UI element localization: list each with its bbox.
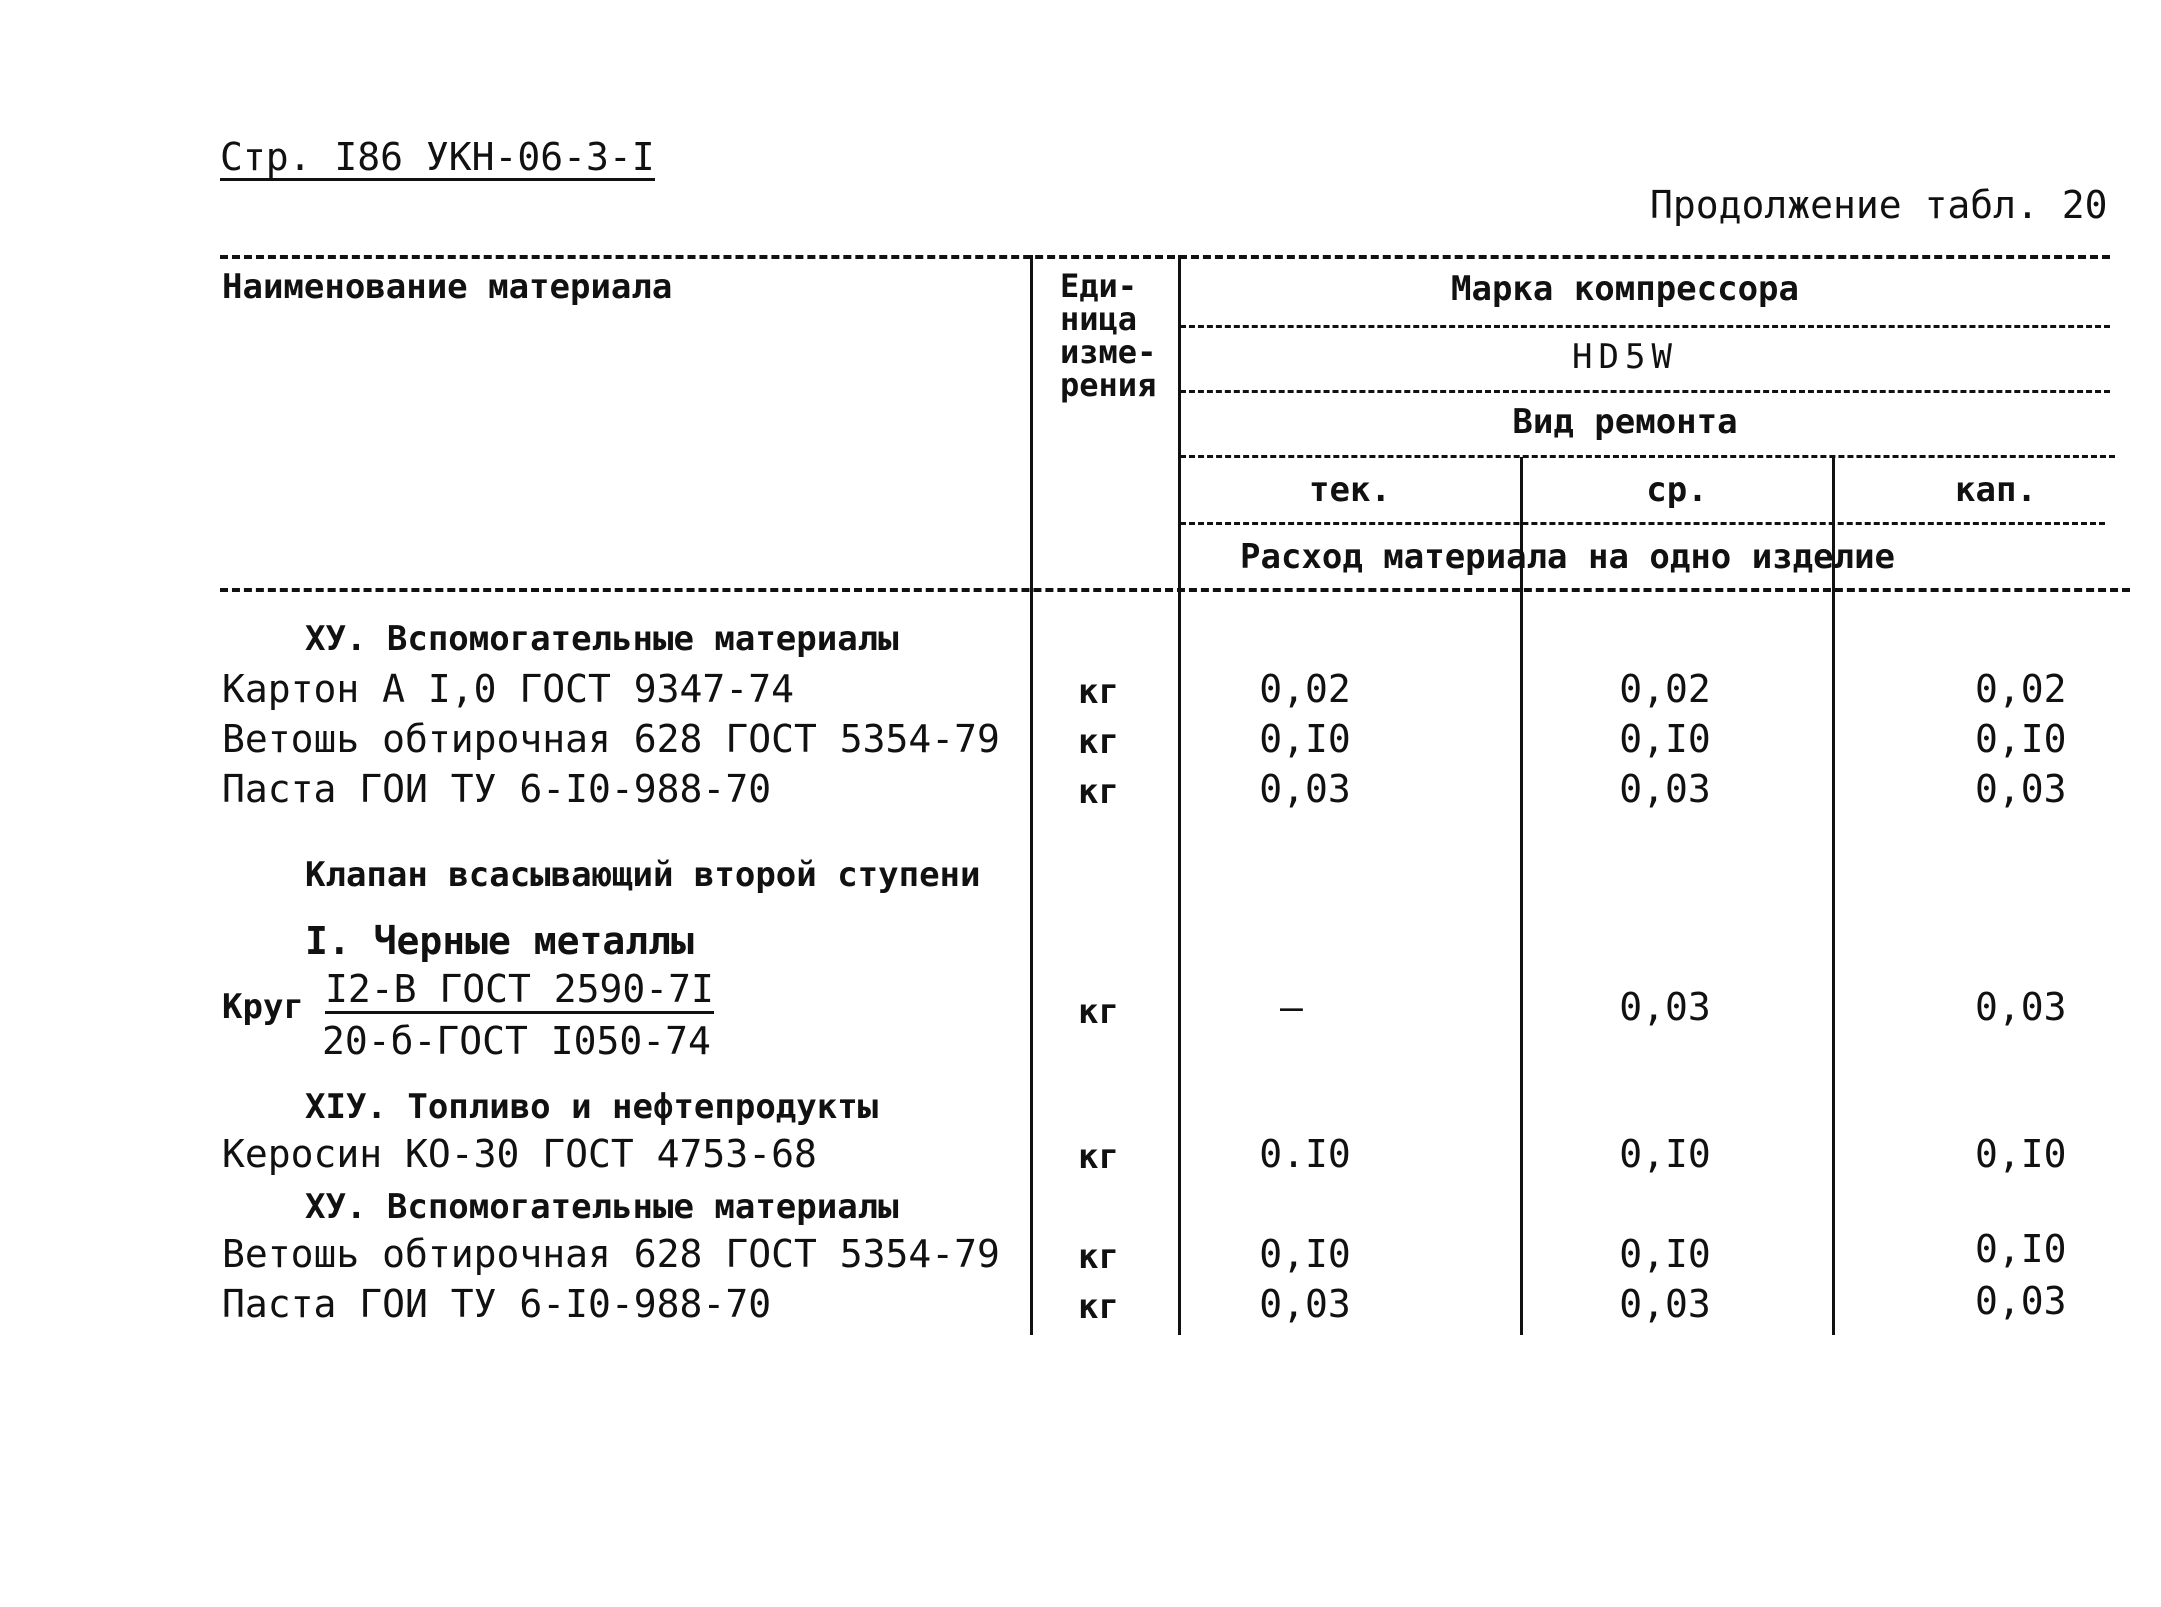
row-5-sr: 0,03 (1619, 1282, 1711, 1326)
rule-under-repair (1180, 455, 2115, 458)
kerosene-sr: 0,I0 (1619, 1132, 1711, 1176)
row-5-kap: 0,03 (1975, 1279, 2067, 1323)
row-5-name: Паста ГОИ ТУ 6-I0-988-70 (222, 1282, 772, 1326)
row-1-tek: 0,02 (1259, 667, 1351, 711)
krug-prefix: Круг (222, 987, 304, 1027)
row-5-tek: 0,03 (1259, 1282, 1351, 1326)
header-repair-kap: кап. (1955, 470, 2037, 510)
header-model: HD5W (1572, 337, 1678, 377)
rule-under-model (1180, 390, 2110, 393)
row-1-sr: 0,02 (1619, 667, 1711, 711)
row-1-unit: кг (1078, 672, 1119, 712)
row-4-name: Ветошь обтирочная 628 ГОСТ 5354-79 (222, 1232, 1000, 1276)
kerosene-name: Керосин КО-30 ГОСТ 4753-68 (222, 1132, 817, 1176)
col-divider-tek-sr (1520, 457, 1523, 1335)
row-3-name: Паста ГОИ ТУ 6-I0-988-70 (222, 767, 772, 811)
header-bottom-rule (220, 588, 2130, 592)
row-4-tek: 0,I0 (1259, 1232, 1351, 1276)
krug-kap: 0,03 (1975, 985, 2067, 1029)
row-2-name: Ветошь обтирочная 628 ГОСТ 5354-79 (222, 717, 1000, 761)
header-consumption: Расход материала на одно изделие (1240, 537, 1896, 577)
page-header: Стр. I86 УКН-06-3-I (220, 135, 655, 179)
table-top-rule (220, 255, 2110, 259)
krug-sr: 0,03 (1619, 985, 1711, 1029)
section-xv-title-1: ХУ. Вспомогательные материалы (305, 619, 899, 659)
row-4-sr: 0,I0 (1619, 1232, 1711, 1276)
krug-unit: кг (1078, 992, 1119, 1032)
row-2-tek: 0,I0 (1259, 717, 1351, 761)
header-material-name: Наименование материала (222, 267, 673, 307)
row-1-kap: 0,02 (1975, 667, 2067, 711)
header-compressor-brand: Марка компрессора (1451, 269, 1799, 309)
continuation-label: Продолжение табл. 20 (1650, 183, 2108, 227)
row-5-unit: кг (1078, 1287, 1119, 1327)
row-4-unit: кг (1078, 1237, 1119, 1277)
section-xv-title-2: ХУ. Вспомогательные материалы (305, 1187, 899, 1227)
kerosene-kap: 0,I0 (1975, 1132, 2067, 1176)
col-divider-name-unit (1030, 255, 1033, 1335)
krug-numerator: I2-В ГОСТ 2590-7I (325, 970, 714, 1014)
row-1-name: Картон А I,0 ГОСТ 9347-74 (222, 667, 794, 711)
section-i-title: I. Черные металлы (305, 919, 694, 963)
rule-under-brand (1180, 325, 2110, 328)
row-4-kap: 0,I0 (1975, 1227, 2067, 1271)
section-xiv-title: ХIУ. Топливо и нефтепродукты (305, 1087, 879, 1127)
rule-under-types (1180, 522, 2105, 525)
header-repair-tek: тек. (1309, 470, 1391, 510)
header-repair-type: Вид ремонта (1512, 402, 1738, 442)
row-3-kap: 0,03 (1975, 767, 2067, 811)
krug-tek: – (1280, 985, 1303, 1029)
row-3-sr: 0,03 (1619, 767, 1711, 811)
row-2-unit: кг (1078, 722, 1119, 762)
row-3-tek: 0,03 (1259, 767, 1351, 811)
row-2-sr: 0,I0 (1619, 717, 1711, 761)
valve-title: Клапан всасывающий второй ступени (305, 855, 981, 895)
kerosene-unit: кг (1078, 1137, 1119, 1177)
row-3-unit: кг (1078, 772, 1119, 812)
kerosene-tek: 0.I0 (1259, 1132, 1351, 1176)
krug-denominator: 20-б-ГОСТ I050-74 (322, 1019, 711, 1063)
col-divider-sr-kap (1832, 457, 1835, 1335)
header-unit: Еди- ница изме- рения (1060, 267, 1157, 404)
row-2-kap: 0,I0 (1975, 717, 2067, 761)
header-repair-sr: ср. (1646, 470, 1708, 510)
